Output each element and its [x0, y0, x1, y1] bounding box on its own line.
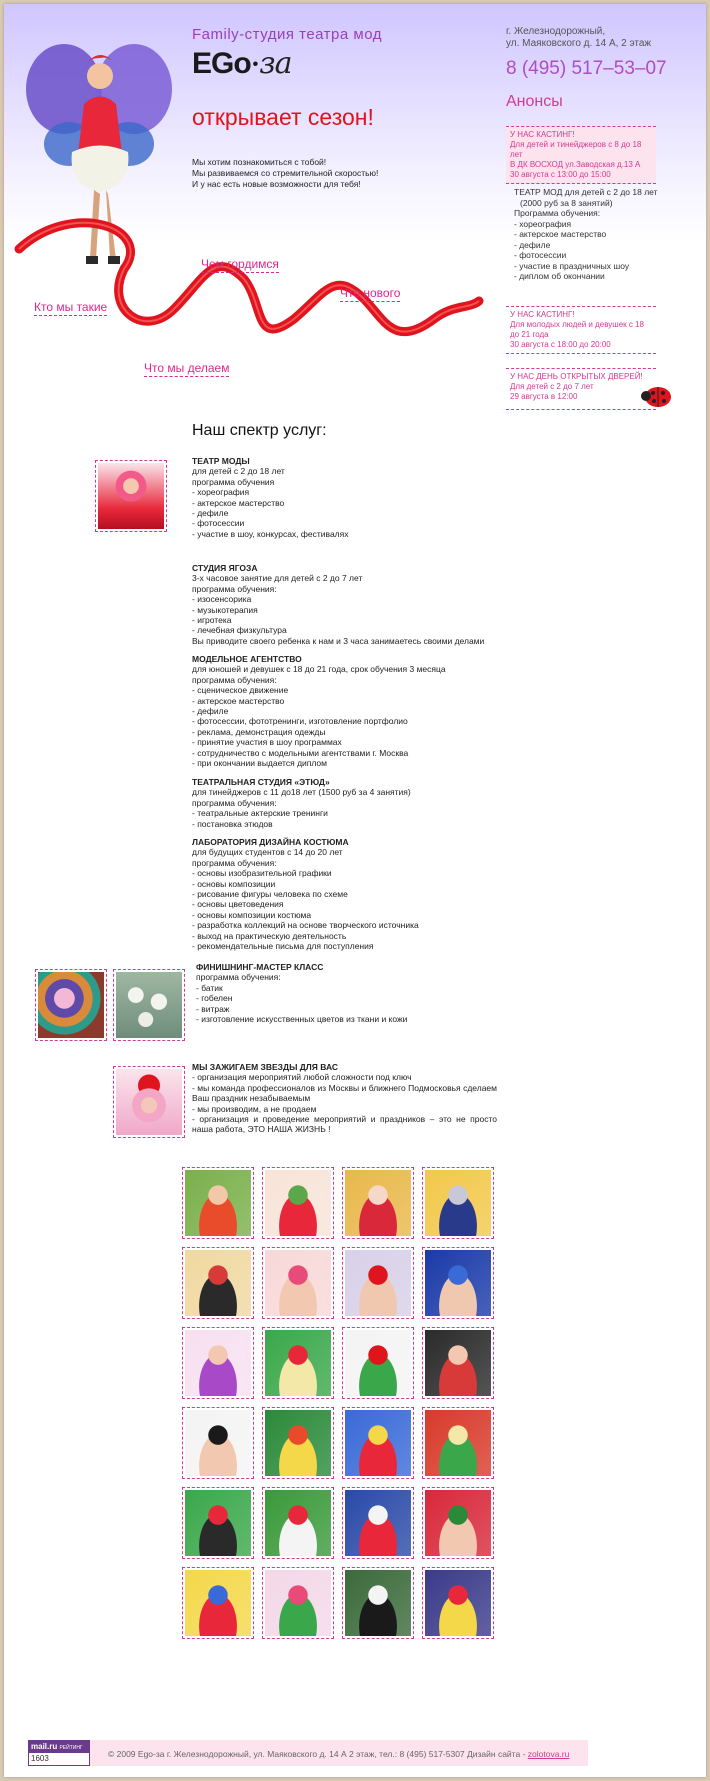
gallery-photo-image	[185, 1490, 251, 1556]
service-yagoza-studio	[192, 563, 512, 646]
service-line: - основы композиции	[192, 878, 276, 889]
gallery-photo[interactable]	[262, 1407, 334, 1479]
gallery-photo-image	[265, 1410, 331, 1476]
service-heading: ТЕАТР МОДЫ	[192, 456, 250, 466]
service-line: - дефиле	[192, 706, 229, 717]
detail-line: (2000 руб за 8 занятий)	[520, 197, 613, 208]
service-line: - мы производим, а не продаем	[192, 1103, 317, 1114]
gallery-photo-image	[425, 1330, 491, 1396]
gallery-photo-image	[345, 1490, 411, 1556]
gallery-photo-image	[345, 1570, 411, 1636]
gallery-photo[interactable]	[262, 1247, 334, 1319]
service-line: программа обучения:	[192, 857, 277, 868]
gallery-photo[interactable]	[262, 1487, 334, 1559]
gallery-photo[interactable]	[342, 1167, 414, 1239]
announcement-casting-2	[506, 306, 656, 354]
gallery-photo[interactable]	[182, 1487, 254, 1559]
intro-line: И у нас есть новые возможности для тебя!	[192, 179, 361, 189]
service-line: - фотосессии, фототренинги, изготовление портфолио	[192, 716, 408, 727]
service-costume-lab	[192, 837, 497, 951]
detail-line: - диплом об окончании	[514, 271, 605, 281]
intro-line: Мы хотим познакомиться с тобой!	[192, 157, 327, 167]
gallery-photo[interactable]	[182, 1247, 254, 1319]
gallery-photo-image	[425, 1170, 491, 1236]
service-line: - сотрудничество с модельными агентствами г. Москва	[192, 747, 409, 758]
gallery-photo[interactable]	[262, 1567, 334, 1639]
copyright	[108, 1749, 569, 1759]
service-line: - витраж	[196, 1003, 230, 1014]
gallery-photo-image	[425, 1570, 491, 1636]
service-line: - лечебная физкультура	[192, 625, 287, 636]
detail-line: - хореография	[514, 218, 572, 229]
service-line: программа обучения	[192, 476, 275, 487]
site-logo[interactable]	[192, 46, 292, 81]
intro-line: Мы развиваемся со стремительной скоростью!	[192, 168, 379, 178]
service-line: - участие в шоу, конкурсах, фестивалях	[192, 528, 349, 539]
service-line: - основы изобразительной графики	[192, 868, 332, 879]
service-line: - фотосессии	[192, 518, 245, 529]
service-line: программа обучения:	[192, 583, 277, 594]
service-heading: ЛАБОРАТОРИЯ ДИЗАЙНА КОСТЮМА	[192, 837, 349, 847]
announcement-casting-1	[506, 126, 656, 184]
service-events	[192, 1062, 497, 1135]
logo-za: за	[259, 46, 292, 81]
mailru-counter[interactable]	[28, 1740, 90, 1766]
detail-line: - фотосессии	[514, 250, 567, 260]
service-line: - рекомендательные письма для поступления	[192, 941, 374, 952]
gallery-photo[interactable]	[342, 1247, 414, 1319]
detail-line: - актерское мастерство	[514, 229, 607, 239]
gallery-photo[interactable]	[262, 1167, 334, 1239]
phone-number: 8 (495) 517–53–07	[506, 58, 667, 79]
nav-link-who[interactable]: Кто мы такие	[34, 300, 108, 314]
service-finishing-masterclass	[196, 962, 501, 1024]
service-photo-events	[113, 1066, 185, 1138]
service-line: - изготовление искусственных цветов из ткани и кожи	[196, 1014, 408, 1025]
announcement-open-day	[506, 368, 656, 410]
gallery-photo-image	[265, 1170, 331, 1236]
gallery-photo-image	[425, 1490, 491, 1556]
address-line: ул. Маяковского д. 14 А, 2 этаж	[506, 38, 652, 49]
service-heading: МОДЕЛЬНОЕ АГЕНТСТВО	[192, 654, 302, 664]
gallery-photo[interactable]	[342, 1327, 414, 1399]
service-line: - мы команда профессионалов из Москвы и ближнего Подмосковья сделаем Ваш праздник незабываемым	[192, 1082, 497, 1104]
ladybug-icon	[640, 383, 674, 409]
service-photo-batik	[35, 969, 107, 1041]
service-line: программа обучения:	[192, 797, 277, 808]
service-line: - организация и проведение мероприятий и праздников – это не просто наша работа, ЭТО НАША ЖИЗНЬ !	[192, 1114, 497, 1135]
service-heading: ФИНИШНИНГ-МАСТЕР КЛАСС	[196, 962, 324, 972]
gallery-photo[interactable]	[182, 1407, 254, 1479]
gallery-photo-image	[265, 1570, 331, 1636]
service-line: - реклама, демонстрация одежды	[192, 726, 326, 737]
announcement-casting-1-details	[514, 187, 664, 282]
counter-value: 1603	[31, 1754, 49, 1763]
service-line: - сценическое движение	[192, 685, 289, 696]
detail-line: - участие в праздничных шоу	[514, 260, 630, 271]
gallery-photo-image	[425, 1250, 491, 1316]
gallery-photo[interactable]	[182, 1567, 254, 1639]
service-fashion-theatre	[192, 456, 497, 539]
gallery-photo[interactable]	[422, 1247, 494, 1319]
address	[506, 26, 651, 50]
announcements-title: Анонсы	[506, 93, 563, 110]
service-model-agency	[192, 654, 497, 768]
service-line: - при окончании выдается диплом	[192, 758, 328, 769]
gallery-photo[interactable]	[422, 1487, 494, 1559]
gallery-photo-image	[185, 1330, 251, 1396]
service-line: - принятие участия в шоу программах	[192, 737, 342, 748]
detail-line: Программа обучения:	[514, 208, 601, 218]
detail-line: ТЕАТР МОД для детей с 2 до 18 лет	[514, 187, 658, 197]
page	[4, 4, 706, 1777]
service-line: - театральные актерские тренинги	[192, 808, 328, 819]
announcement-line: У НАС КАСТИНГ!	[510, 130, 575, 139]
gallery-photo[interactable]	[422, 1327, 494, 1399]
announcement-line: В ДК ВОСХОД ул.Заводская д.13 А	[510, 160, 641, 169]
logo-text: EGo	[192, 47, 251, 80]
address-line: г. Железнодорожный,	[506, 26, 606, 37]
gallery-photo-image	[345, 1170, 411, 1236]
service-line: - дефиле	[192, 508, 229, 519]
services-title: Наш спектр услуг:	[192, 422, 327, 439]
announcement-line: У НАС КАСТИНГ!	[510, 310, 575, 319]
gallery-photo-image	[185, 1250, 251, 1316]
service-line: - батик	[196, 982, 223, 993]
gallery-photo[interactable]	[262, 1327, 334, 1399]
service-line: - хореография	[192, 487, 250, 498]
detail-line: - дефиле	[514, 239, 551, 250]
announcement-line: Для детей и тинейджеров с 8 до 18 лет	[510, 140, 642, 159]
service-photo-fabric-flowers	[113, 969, 185, 1041]
gallery-photo[interactable]	[342, 1567, 414, 1639]
service-line: программа обучения:	[196, 972, 281, 983]
gallery-photo-image	[345, 1330, 411, 1396]
gallery-photo-image	[425, 1410, 491, 1476]
gallery-photo-image	[265, 1330, 331, 1396]
service-line: - основы цветоведения	[192, 899, 284, 910]
service-line: - разработка коллекций на основе творческого источника	[192, 920, 419, 931]
season-heading: открывает сезон!	[192, 104, 374, 130]
service-line: Вы приводите своего ребенка к нам и 3 часа занимаетесь своими делами	[192, 635, 485, 646]
gallery-photo[interactable]	[422, 1567, 494, 1639]
service-heading: СТУДИЯ ЯГОЗА	[192, 563, 258, 573]
service-photo-fashion-theatre	[95, 460, 167, 532]
studio-tagline: Family-студия театра мод	[192, 26, 382, 43]
service-etude-studio	[192, 777, 497, 829]
announcement-line: У НАС ДЕНЬ ОТКРЫТЫХ ДВЕРЕЙ!	[510, 372, 643, 381]
nav-link-proud[interactable]: Чем гордимся	[201, 257, 279, 271]
gallery-photo[interactable]	[182, 1327, 254, 1399]
service-line: - постановка этюдов	[192, 818, 273, 829]
announcement-line: 29 августа в 12:00	[510, 392, 578, 401]
service-line: - актерское мастерство	[192, 695, 285, 706]
logo-dot: •	[252, 56, 258, 74]
service-line: программа обучения:	[192, 674, 277, 685]
service-line: - выход на практическую деятельность	[192, 930, 347, 941]
service-heading: МЫ ЗАЖИГАЕМ ЗВЕЗДЫ ДЛЯ ВАС	[192, 1062, 339, 1072]
service-line: - рисование фигуры человека по схеме	[192, 889, 348, 900]
nav-link-what[interactable]: Что мы делаем	[144, 361, 230, 375]
gallery-photo-image	[345, 1250, 411, 1316]
service-line: - музыкотерапия	[192, 604, 258, 615]
service-line: 3-х часовое занятие для детей с 2 до 7 лет	[192, 573, 363, 584]
counter-sub: РЕЙТИНГ	[59, 1745, 83, 1751]
intro-text	[192, 157, 412, 190]
nav-link-news[interactable]: Что нового	[340, 286, 401, 300]
announcement-line: Для молодых людей и девушек с 18 до 21 года	[510, 320, 644, 339]
service-line: - организация мероприятий любой сложности под ключ	[192, 1072, 412, 1083]
gallery-photo[interactable]	[422, 1407, 494, 1479]
counter-label: mail.ru	[31, 1742, 58, 1751]
gallery-photo[interactable]	[342, 1487, 414, 1559]
announcement-line: 30 августа с 18:00 до 20:00	[510, 340, 611, 349]
counter-header	[29, 1741, 89, 1753]
red-ribbon-decoration	[14, 209, 484, 359]
gallery-photo-image	[185, 1570, 251, 1636]
announcement-line: 30 августа с 13:00 до 15:00	[510, 170, 611, 179]
service-line: - основы композиции костюма	[192, 909, 312, 920]
gallery-photo-image	[265, 1490, 331, 1556]
gallery-photo-image	[345, 1410, 411, 1476]
gallery-photo[interactable]	[182, 1167, 254, 1239]
gallery-photo[interactable]	[422, 1167, 494, 1239]
service-line: для юношей и девушек с 18 до 21 года, срок обучения 3 месяца	[192, 664, 446, 675]
gallery-photo-image	[185, 1170, 251, 1236]
service-line: для детей с 2 до 18 лет	[192, 466, 285, 477]
gallery-photo-image	[265, 1250, 331, 1316]
service-line: для тинейджеров с 11 до18 лет (1500 руб за 4 занятия)	[192, 787, 411, 798]
service-heading: ТЕАТРАЛЬНАЯ СТУДИЯ «ЭТЮД»	[192, 777, 330, 787]
service-line: для будущих студентов с 14 до 20 лет	[192, 847, 343, 858]
service-line: - игротека	[192, 615, 232, 626]
designer-link[interactable]: zolotova.ru	[527, 1749, 570, 1759]
announcement-line: Для детей с 2 до 7 лет	[510, 382, 594, 391]
gallery-photo[interactable]	[342, 1407, 414, 1479]
copyright-text: © 2009 Ego-за г. Железнодорожный, ул. Маяковского д. 14 А 2 этаж, тел.: 8 (495) 517-5307 Дизайн сайта -	[108, 1749, 526, 1759]
gallery-photo-image	[185, 1410, 251, 1476]
service-line: - актерское мастерство	[192, 497, 285, 508]
service-line: - изосенсорика	[192, 594, 252, 605]
service-line: - гобелен	[196, 993, 233, 1004]
